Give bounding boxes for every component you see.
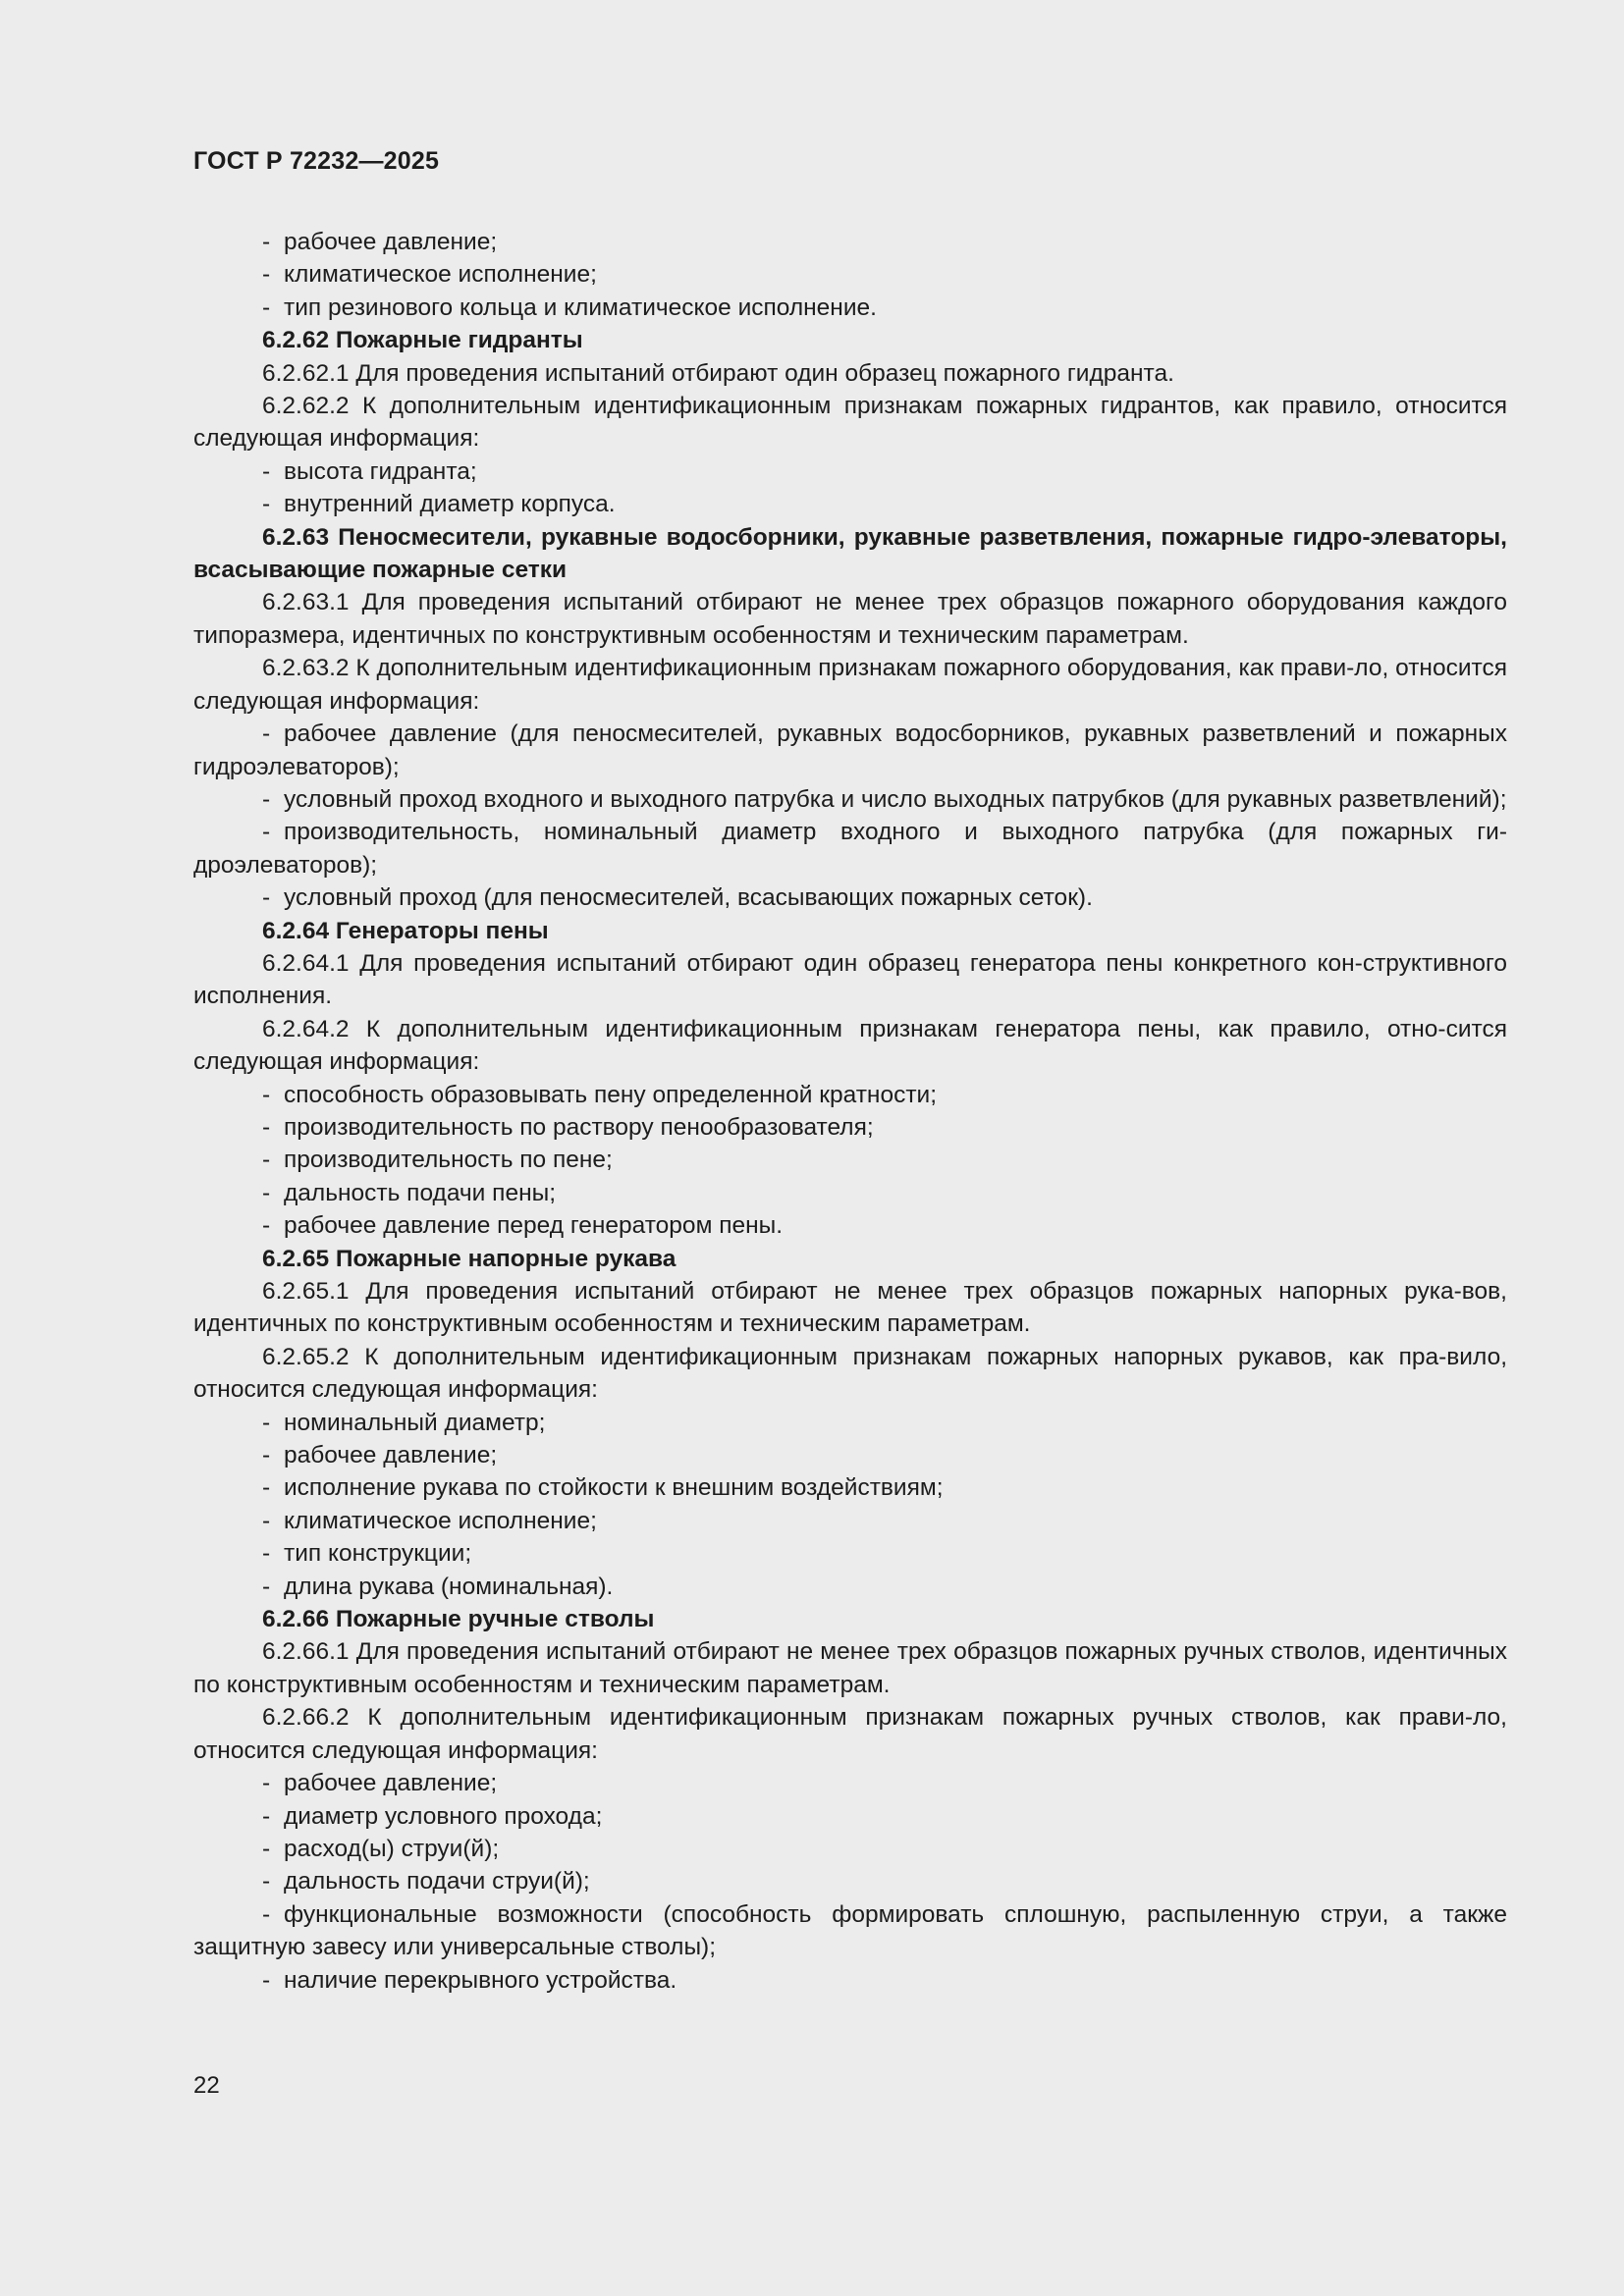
paragraph: 6.2.66.1 Для проведения испытаний отбирают не менее трех образцов пожарных ручных стволов, идентичных по конструктивным особенностям и техническим параметрам. xyxy=(193,1638,1507,1698)
list-item xyxy=(193,1144,1507,1176)
list-item xyxy=(193,292,1507,324)
list-item xyxy=(193,1964,1507,1997)
list-item xyxy=(193,1865,1507,1897)
list-item-text: способность образовывать пену определенной кратности; xyxy=(284,1081,938,1108)
list-item-text: тип конструкции; xyxy=(284,1540,472,1568)
section-heading: 6.2.65 Пожарные напорные рукава xyxy=(262,1245,677,1272)
list-dash: - xyxy=(262,1540,271,1568)
page-number: 22 xyxy=(193,2072,220,2099)
list-item xyxy=(193,1800,1507,1833)
list-item-text: климатическое исполнение; xyxy=(284,261,597,289)
list-item xyxy=(193,1537,1507,1570)
paragraph: 6.2.65.2 К дополнительным идентификационным признакам пожарных напорных рукавов, как пра-вило, относится следующая информация: xyxy=(193,1343,1507,1404)
list-item xyxy=(193,226,1507,258)
list-item xyxy=(193,1833,1507,1865)
list-item xyxy=(193,258,1507,291)
list-item-text: климатическое исполнение; xyxy=(284,1507,597,1534)
list-item-text: исполнение рукава по стойкости к внешним воздействиям; xyxy=(284,1474,944,1502)
list-dash: - xyxy=(262,1966,271,1994)
list-item xyxy=(193,1111,1507,1144)
list-dash: - xyxy=(262,1179,271,1206)
list-item xyxy=(193,1898,1507,1964)
list-dash: - xyxy=(262,785,271,813)
paragraph: 6.2.64.1 Для проведения испытаний отбирают один образец генератора пены конкретного кон-структивного исполнения. xyxy=(193,949,1507,1010)
paragraph: 6.2.65.1 Для проведения испытаний отбирают не менее трех образцов пожарных напорных рука-вов, идентичных по конструктивным особенностям и техническим параметрам. xyxy=(193,1278,1507,1338)
list-item-text: рабочее давление; xyxy=(284,1442,498,1469)
list-item xyxy=(193,1571,1507,1603)
list-item-text: производительность по пене; xyxy=(284,1147,613,1174)
list-dash: - xyxy=(262,1442,271,1469)
list-item-text: условный проход (для пеносмесителей, всасывающих пожарных сеток). xyxy=(284,884,1093,912)
document-header: ГОСТ Р 72232—2025 xyxy=(193,147,440,175)
list-dash: - xyxy=(262,229,271,255)
paragraph: 6.2.62.1 Для проведения испытаний отбирают один образец пожарного гидранта. xyxy=(262,359,1174,387)
list-item-text: рабочее давление; xyxy=(284,229,498,255)
list-item xyxy=(193,718,1507,783)
list-item-text: высота гидранта; xyxy=(284,457,477,485)
document-body xyxy=(193,226,1507,1997)
list-item xyxy=(193,1079,1507,1111)
list-item xyxy=(193,1209,1507,1242)
list-item xyxy=(193,455,1507,488)
list-dash: - xyxy=(262,1573,271,1600)
list-item xyxy=(193,816,1507,881)
list-dash: - xyxy=(262,1835,271,1862)
list-dash: - xyxy=(262,261,271,289)
section-heading: 6.2.63 Пеносмесители, рукавные водосборники, рукавные разветвления, пожарные гидро-элеваторы, всасывающие пожарные сетки xyxy=(193,523,1507,584)
list-dash: - xyxy=(262,457,271,485)
list-item-text: дальность подачи струи(й); xyxy=(284,1868,590,1896)
list-item-text: производительность, номинальный диаметр входного и выходного патрубка (для пожарных ги-дроэлеваторов); xyxy=(193,819,1507,879)
list-dash: - xyxy=(262,1900,271,1928)
list-item-text: внутренний диаметр корпуса. xyxy=(284,491,616,518)
section-heading: 6.2.62 Пожарные гидранты xyxy=(262,327,583,354)
paragraph: 6.2.63.1 Для проведения испытаний отбирают не менее трех образцов пожарного оборудования каждого типоразмера, идентичных по конструктивным особенностям и техническим параметрам. xyxy=(193,589,1507,649)
list-dash: - xyxy=(262,1409,271,1436)
list-item-text: производительность по раствору пенообразователя; xyxy=(284,1113,874,1141)
list-dash: - xyxy=(262,884,271,912)
list-item-text: рабочее давление перед генератором пены. xyxy=(284,1212,784,1240)
list-item-text: номинальный диаметр; xyxy=(284,1409,546,1436)
list-item-text: дальность подачи пены; xyxy=(284,1179,557,1206)
list-dash: - xyxy=(262,491,271,518)
list-item-text: рабочее давление; xyxy=(284,1770,498,1797)
section-heading: 6.2.66 Пожарные ручные стволы xyxy=(262,1606,655,1633)
list-dash: - xyxy=(262,1507,271,1534)
list-dash: - xyxy=(262,1474,271,1502)
section-heading: 6.2.64 Генераторы пены xyxy=(262,917,549,944)
list-dash: - xyxy=(262,1113,271,1141)
list-dash: - xyxy=(262,1802,271,1830)
list-item xyxy=(193,881,1507,914)
list-dash: - xyxy=(262,1212,271,1240)
list-dash: - xyxy=(262,819,271,846)
list-item xyxy=(193,783,1507,816)
list-item xyxy=(193,1505,1507,1537)
list-item-text: условный проход входного и выходного патрубка и число выходных патрубков (для рукавных разветвлений); xyxy=(284,785,1507,813)
list-dash: - xyxy=(262,1147,271,1174)
paragraph: 6.2.64.2 К дополнительным идентификационным признакам генератора пены, как правило, отно-сится следующая информация: xyxy=(193,1015,1507,1076)
list-item xyxy=(193,1471,1507,1504)
list-item-text: диаметр условного прохода; xyxy=(284,1802,603,1830)
list-dash: - xyxy=(262,721,271,748)
list-dash: - xyxy=(262,1081,271,1108)
paragraph: 6.2.62.2 К дополнительным идентификационным признакам пожарных гидрантов, как правило, относится следующая информация: xyxy=(193,393,1507,453)
list-item xyxy=(193,1439,1507,1471)
list-dash: - xyxy=(262,1770,271,1797)
list-item-text: наличие перекрывного устройства. xyxy=(284,1966,677,1994)
list-dash: - xyxy=(262,1868,271,1896)
list-item xyxy=(193,1407,1507,1439)
list-item-text: рабочее давление (для пеносмесителей, рукавных водосборников, рукавных разветвлений и пожарных гидроэлеваторов); xyxy=(193,721,1507,780)
list-item xyxy=(193,1767,1507,1799)
list-item-text: функциональные возможности (способность формировать сплошную, распыленную струи, а также защитную завесу или универсальные стволы); xyxy=(193,1900,1507,1961)
list-dash: - xyxy=(262,294,271,321)
paragraph: 6.2.63.2 К дополнительным идентификационным признакам пожарного оборудования, как прави-ло, относится следующая информация: xyxy=(193,655,1507,715)
list-item-text: расход(ы) струи(й); xyxy=(284,1835,500,1862)
list-item xyxy=(193,1177,1507,1209)
list-item xyxy=(193,488,1507,520)
list-item-text: тип резинового кольца и климатическое исполнение. xyxy=(284,294,877,321)
paragraph: 6.2.66.2 К дополнительным идентификационным признакам пожарных ручных стволов, как прави-ло, относится следующая информация: xyxy=(193,1704,1507,1764)
list-item-text: длина рукава (номинальная). xyxy=(284,1573,614,1600)
